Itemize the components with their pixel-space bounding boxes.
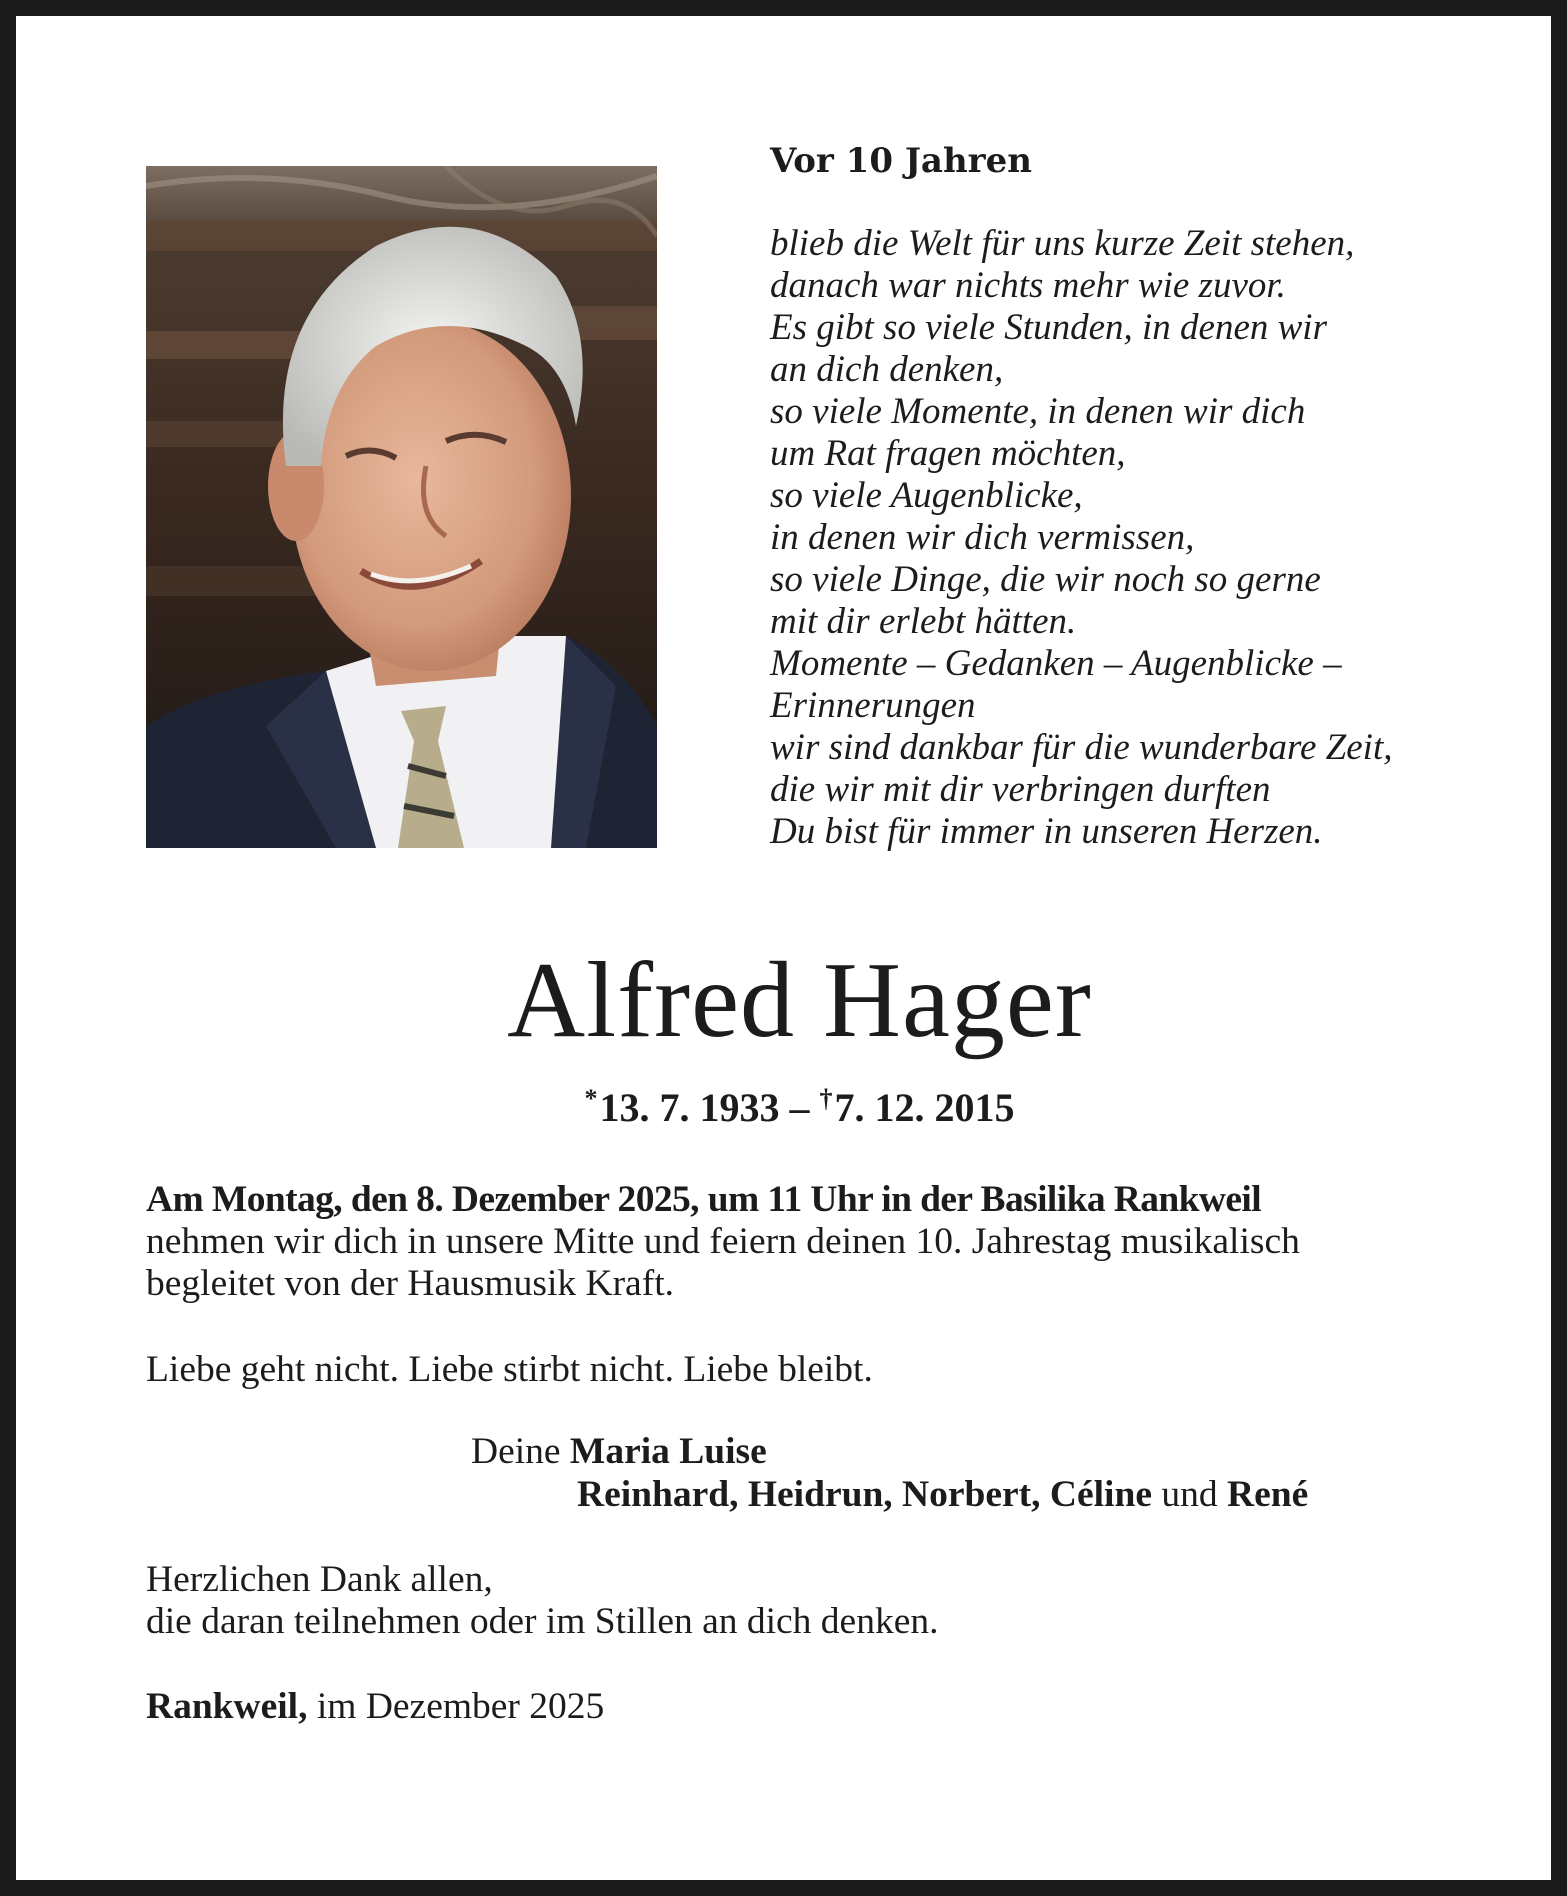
poem-heading: Vor 10 Jahren — [770, 141, 1032, 181]
poem-line: an dich denken, — [770, 349, 1004, 390]
deceased-name: Alfred Hager — [507, 941, 1092, 1060]
place-date — [146, 1686, 604, 1728]
death-symbol: † — [819, 1084, 833, 1113]
birth-date: 13. 7. 1933 — [599, 1085, 780, 1130]
closing-place: Rankweil, — [146, 1686, 308, 1727]
signature-last: René — [1226, 1474, 1309, 1515]
date-separator: – — [779, 1085, 820, 1130]
poem-line: Du bist für immer in unseren Herzen. — [770, 811, 1323, 852]
life-dates — [16, 1074, 1567, 1133]
poem-line: um Rat fragen möchten, — [770, 433, 1126, 474]
portrait-illustration — [146, 166, 657, 848]
motto: Liebe geht nicht. Liebe stirbt nicht. Liebe bleibt. — [146, 1349, 873, 1390]
announcement-line: nehmen wir dich in unsere Mitte und feiern deinen 10. Jahrestag musikalisch — [146, 1221, 1300, 1262]
signature-connector: und — [1151, 1474, 1227, 1515]
poem-line: Es gibt so viele Stunden, in denen wir — [770, 307, 1327, 348]
signature-line-2 — [577, 1474, 1308, 1516]
poem-line: mit dir erlebt hätten. — [770, 601, 1077, 642]
poem-line: Erinnerungen — [770, 685, 976, 726]
poem-line: die wir mit dir verbringen durften — [770, 769, 1271, 810]
poem-line: blieb die Welt für uns kurze Zeit stehen, — [770, 223, 1355, 264]
poem-line: danach war nichts mehr wie zuvor. — [770, 265, 1286, 306]
signature-first: Maria Luise — [569, 1431, 767, 1472]
poem-line: wir sind dankbar für die wunderbare Zeit, — [770, 727, 1393, 768]
thanks-line: Herzlichen Dank allen, — [146, 1559, 493, 1600]
birth-symbol: * — [584, 1084, 598, 1113]
signature-names: Reinhard, Heidrun, Norbert, Céline — [577, 1474, 1152, 1515]
thanks — [146, 1559, 938, 1643]
poem-line: Momente – Gedanken – Augenblicke – — [770, 643, 1342, 684]
thanks-line: die daran teilnehmen oder im Stillen an dich denken. — [146, 1601, 939, 1642]
signature-prefix: Deine — [471, 1431, 570, 1472]
signature-line-1 — [471, 1431, 767, 1473]
closing-date: im Dezember 2025 — [307, 1686, 605, 1727]
poem-line: in denen wir dich vermissen, — [770, 517, 1195, 558]
memorial-announcement — [146, 1179, 1300, 1305]
announcement-line: begleitet von der Hausmusik Kraft. — [146, 1263, 674, 1304]
announcement-date-line: Am Montag, den 8. Dezember 2025, um 11 Uhr in der Basilika Rankweil — [146, 1179, 1262, 1220]
death-date: 7. 12. 2015 — [834, 1085, 1015, 1130]
poem-line: so viele Momente, in denen wir dich — [770, 391, 1306, 432]
poem — [770, 223, 1393, 853]
poem-line: so viele Dinge, die wir noch so gerne — [770, 559, 1321, 600]
portrait-photo — [146, 166, 657, 848]
poem-line: so viele Augenblicke, — [770, 475, 1083, 516]
